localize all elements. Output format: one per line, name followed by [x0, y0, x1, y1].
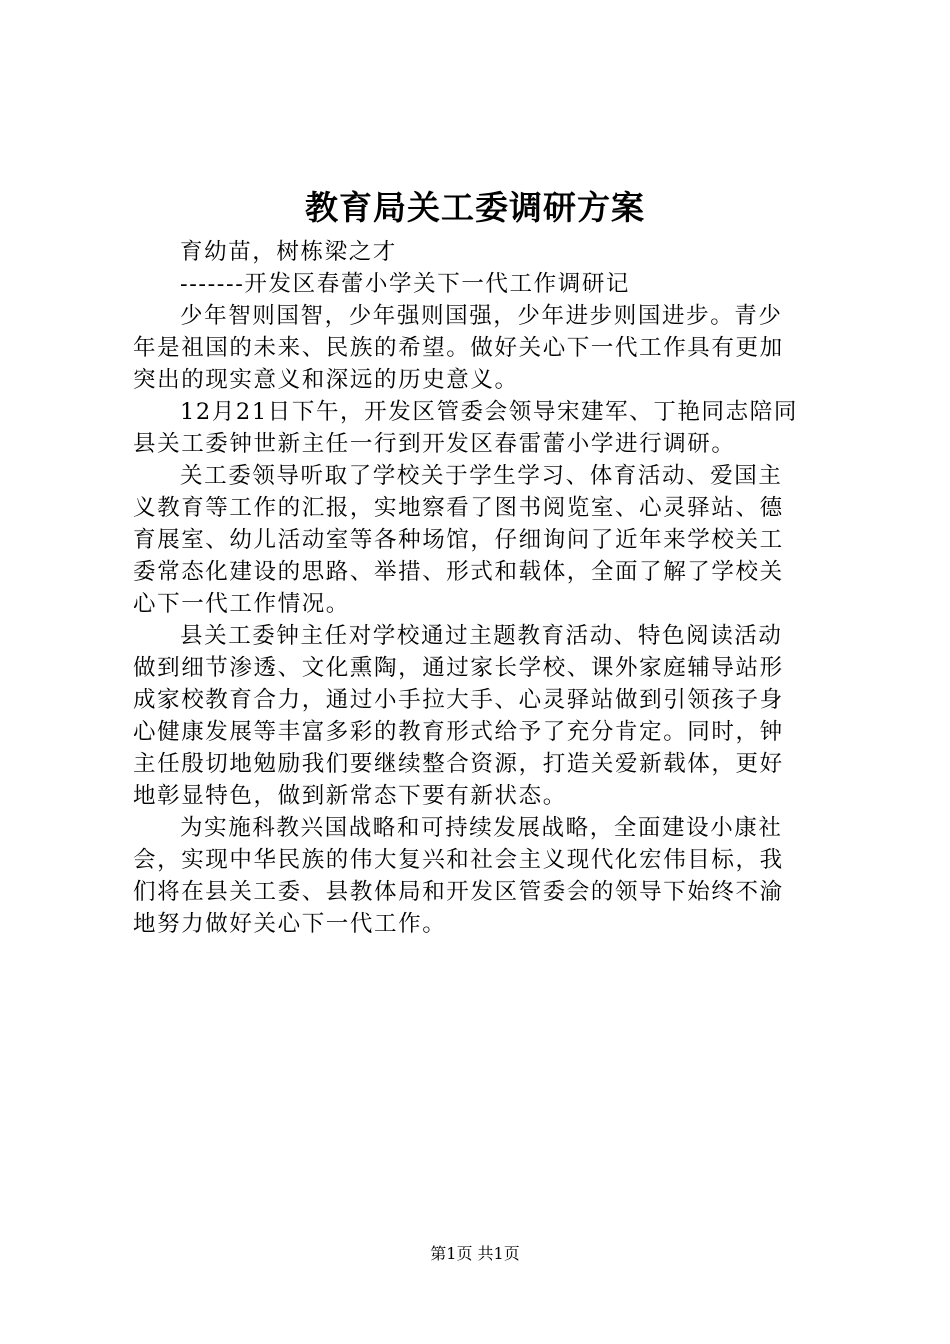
document-body — [133, 236, 833, 940]
paragraph-5-line-3: 们将在县关工委、县教体局和开发区管委会的领导下始终不渝 — [133, 879, 784, 905]
subtitle-source-line: -------开发区春蕾小学关下一代工作调研记 — [180, 271, 631, 297]
paragraph-2-line-2: 县关工委钟世新主任一行到开发区春雷蕾小学进行调研。 — [133, 431, 736, 457]
paragraph-4-line-5: 主任殷切地勉励我们要继续整合资源，打造关爱新载体，更好 — [133, 751, 784, 777]
paragraph-3-line-3: 育展室、幼儿活动室等各种场馆，仔细询问了近年来学校关工 — [133, 527, 784, 553]
paragraph-3-line-4: 委常态化建设的思路、举措、形式和载体，全面了解了学校关 — [133, 559, 784, 585]
paragraph-4-line-4: 心健康发展等丰富多彩的教育形式给予了充分肯定。同时，钟 — [133, 719, 784, 745]
paragraph-5-line-4: 地努力做好关心下一代工作。 — [133, 911, 447, 937]
subtitle-line: 育幼苗，树栋梁之才 — [180, 239, 397, 265]
paragraph-5-line-1: 为实施科教兴国战略和可持续发展战略，全面建设小康社 — [180, 815, 783, 841]
paragraph-2-line-1: 12月21日下午，开发区管委会领导宋建军、丁艳同志陪同 — [180, 399, 798, 425]
paragraph-1-line-3: 突出的现实意义和深远的历史意义。 — [133, 367, 519, 393]
page-number-footer: 第1页 共1页 — [430, 1244, 520, 1263]
paragraph-5-line-2: 会，实现中华民族的伟大复兴和社会主义现代化宏伟目标，我 — [133, 847, 784, 873]
paragraph-4-line-6: 地彰显特色，做到新常态下要有新状态。 — [133, 783, 567, 809]
paragraph-3-line-2: 义教育等工作的汇报，实地察看了图书阅览室、心灵驿站、德 — [133, 495, 784, 521]
paragraph-3-line-1: 关工委领导听取了学校关于学生学习、体育活动、爱国主 — [180, 463, 783, 489]
paragraph-4-line-3: 成家校教育合力，通过小手拉大手、心灵驿站做到引领孩子身 — [133, 687, 784, 713]
paragraph-1-line-1: 少年智则国智，少年强则国强，少年进步则国进步。青少 — [180, 303, 783, 329]
paragraph-1-line-2: 年是祖国的未来、民族的希望。做好关心下一代工作具有更加 — [133, 335, 784, 361]
paragraph-3-line-5: 心下一代工作情况。 — [133, 591, 350, 617]
document-title: 教育局关工委调研方案 — [305, 188, 645, 227]
paragraph-4-line-1: 县关工委钟主任对学校通过主题教育活动、特色阅读活动 — [180, 623, 783, 649]
paragraph-4-line-2: 做到细节渗透、文化熏陶，通过家长学校、课外家庭辅导站形 — [133, 655, 784, 681]
